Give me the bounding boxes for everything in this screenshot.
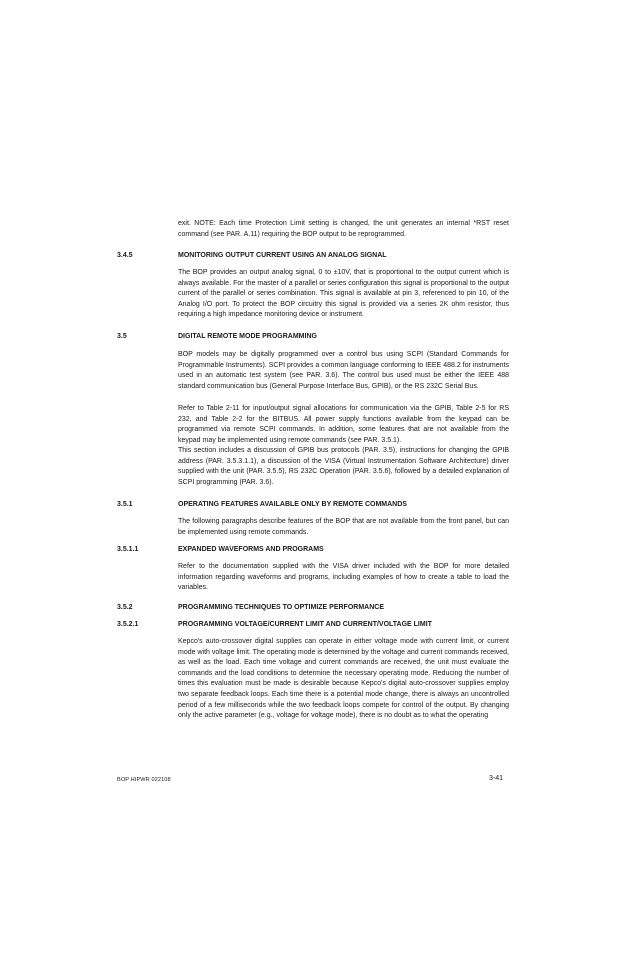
- paragraph-table-references: Refer to Table 2-11 for input/output signal allocations for communication via the GPIB, Table 2-5 for RS 232, and Table 2-2 for the BITBUS. All power supply functions available from the keypad can be programmed via remote SCPI commands. In addition, some features that are not available from the keypad may be implemented using remote commands (see PAR. 3.5.1).: [178, 405, 509, 444]
- footer-document-id: BOP HIPWR 022108: [117, 777, 171, 783]
- heading-3-5-2-1: [117, 620, 517, 630]
- section-title: OPERATING FEATURES AVAILABLE ONLY BY REMOTE COMMANDS: [178, 501, 407, 508]
- section-number: 3.5.1: [117, 501, 133, 508]
- section-number: 3.5.1.1: [117, 546, 139, 553]
- heading-3-4-5: [117, 251, 517, 261]
- section-title: EXPANDED WAVEFORMS AND PROGRAMS: [178, 546, 324, 553]
- paragraph-auto-crossover: Kepco's auto-crossover digital supplies can operate in either voltage mode with current limit, or current mode with voltage limit. The operating mode is determined by the voltage and current commands received, as well as the load. Each time voltage and current commands are received, the unit must evaluate the commands and the load conditions to determine the necessary operating mode. Reducing the number of times this evaluation must be made is desirable because Kepco's digital auto-crossover supplies employ two separate feedback loops. Each time there is a potential mode change, there is always an uncontrolled period of a few milliseconds while the two feedback loops compete for control of the output. By changing only the active parameter (e.g., voltage for voltage mode), there is no doubt as to what the operating: [178, 638, 509, 720]
- section-title: MONITORING OUTPUT CURRENT USING AN ANALOG SIGNAL: [178, 252, 387, 259]
- paragraph-protection-limit-note: exit. NOTE: Each time Protection Limit setting is changed, the unit generates an internal *RST reset command (see PAR. A.11) requiring the BOP output to be reprogrammed.: [178, 220, 509, 238]
- heading-3-5-1-1: [117, 545, 517, 555]
- heading-3-5-2: [117, 603, 517, 613]
- paragraph-remote-features: The following paragraphs describe features of the BOP that are not available from the front panel, but can be implemented using remote commands.: [178, 518, 509, 536]
- paragraph-scpi-intro: BOP models may be digitally programmed over a control bus using SCPI (Standard Commands for Programmable Instruments). SCPI provides a common language conforming to IEEE 488.2 for instruments used in an automatic test system (see PAR. 3.6). The control bus used must be either the IEEE 488 standard communication bus (General Purpose Interface Bus, GPIB), or the RS 232C Serial Bus.: [178, 351, 509, 390]
- paragraph-section-overview: This section includes a discussion of GPIB bus protocols (PAR. 3.5), instructions for changing the GPIB address (PAR. 3.5.3.1.1), a discussion of the VISA (Virtual Instrumentation Software Architecture) driver supplied with the unit (PAR. 3.5.5), RS 232C Operation (PAR. 3.5.6), followed by a detailed explanation of SCPI programming (PAR. 3.6).: [178, 447, 509, 486]
- section-title: PROGRAMMING TECHNIQUES TO OPTIMIZE PERFORMANCE: [178, 604, 384, 611]
- section-number: 3.4.5: [117, 252, 133, 259]
- paragraph-visa-waveforms: Refer to the documentation supplied with the VISA driver included with the BOP for more detailed information regarding waveforms and programs, including examples of how to create a table to load the variables.: [178, 563, 509, 592]
- section-title: DIGITAL REMOTE MODE PROGRAMMING: [178, 333, 317, 340]
- section-title: PROGRAMMING VOLTAGE/CURRENT LIMIT AND CURRENT/VOLTAGE LIMIT: [178, 621, 432, 628]
- section-number: 3.5: [117, 333, 127, 340]
- section-number: 3.5.2.1: [117, 621, 139, 628]
- heading-3-5: [117, 332, 517, 342]
- heading-3-5-1: [117, 500, 517, 510]
- footer-page-number: 3-41: [489, 775, 504, 782]
- paragraph-analog-signal: The BOP provides an output analog signal, 0 to ±10V, that is proportional to the output current which is always available. For the master of a parallel or series configuration this signal is proportional to the output current of the parallel or series combination. This signal is available at pin 3, referenced to pin 10, of the Analog I/O port. To protect the BOP circuitry this signal is provided via a series 2K ohm resistor, thus requiring a high impedance monitoring device or instrument.: [178, 269, 509, 319]
- section-number: 3.5.2: [117, 604, 133, 611]
